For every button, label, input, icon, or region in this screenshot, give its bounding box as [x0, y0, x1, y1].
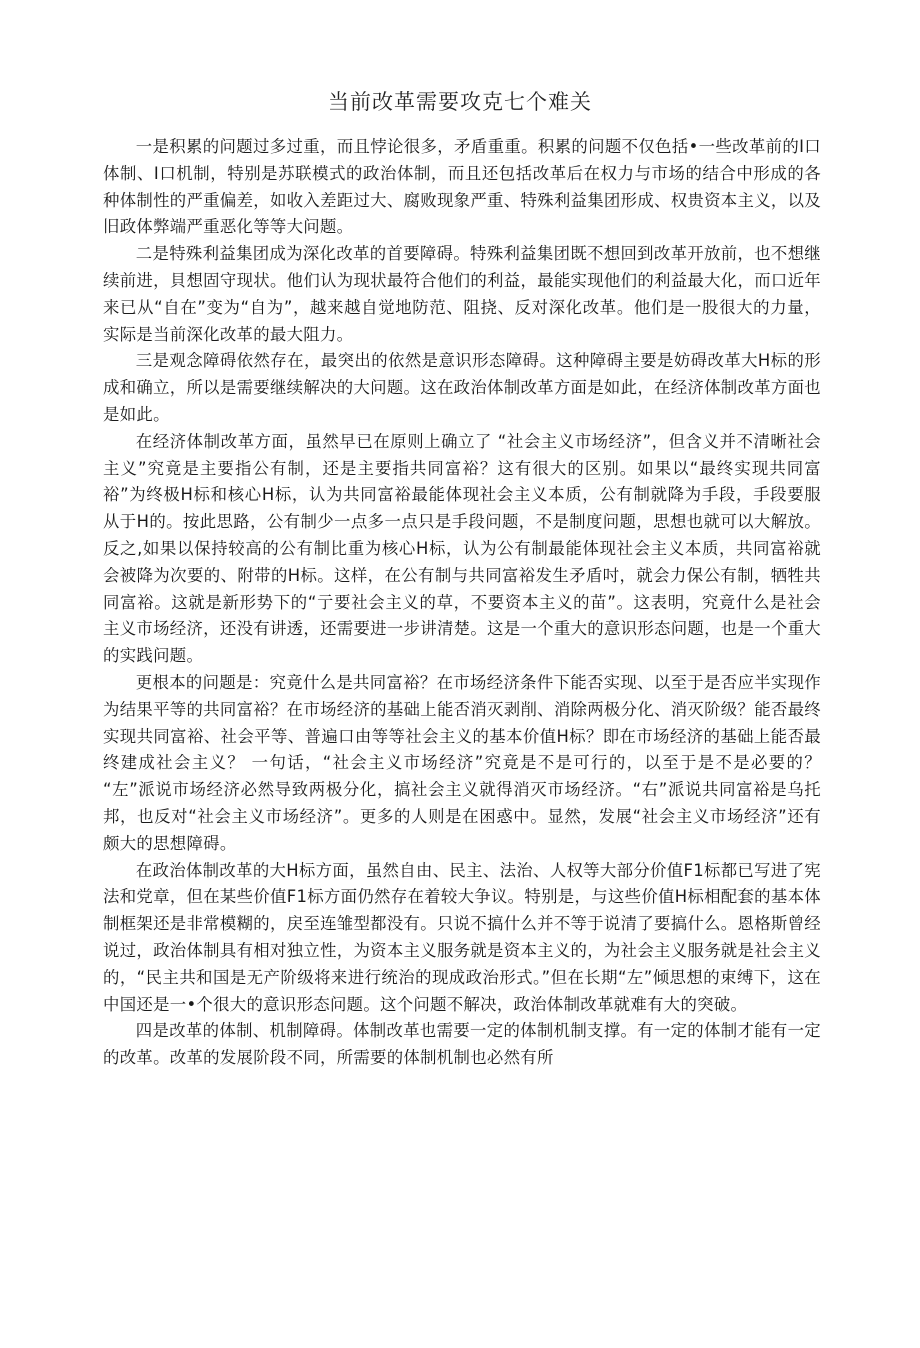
document-title: 当前改革需要攻克七个难关 [328, 90, 592, 114]
paragraph-4: 在经济体制改革方面，虽然早已在原则上确立了 “社会主义市场经济”，但含义并不清晰社会主义”究竟是主要指公有制，还是主要指共同富裕？这有很大的区别。如果以“最终实现共同富裕”为终极H标和核心H标，认为共同富裕最能体现社会主义本质，公有制就降为手段，手段要服从于H的。按此思路，公有制少一点多一点只是手段问题，不是制度问题，思想也就可以大解放。反之,如果以保持较高的公有制比重为核心H标，认为公有制最能体现社会主义本质，共同富裕就会被降为次要的、附带的H标。这样，在公有制与共同富裕发生矛盾吋，就会力保公有制，牺牲共同富裕。这就是新形势下的“亍要社会主义的草，不要资本主义的苗”。这表明，究竟什么是社会主义市场经济，还没有讲透，还需要进一步讲清楚。这是一个重大的意识形态问题，也是一个重大的实践问题。 [103, 431, 821, 666]
paragraph-7: 四是改革的体制、机制障碍。体制改革也需要一定的体制机制支撑。有一定的体制才能有一定的改革。改革的发展阶段不同，所需要的体制机制也必然有所 [103, 1021, 821, 1068]
paragraph-2: 二是特殊利益集团成为深化改革的首要障碍。特殊利益集团既不想回到改革开放前，也不想继续前进，貝想固守现状。他们认为现状最符合他们的利益，最能实现他们的利益最大化，而口近年来已从“自在”变为“自为”，越来越自觉地防范、阻挠、反对深化改革。他们是一股很大的力量，实际是当前深化改革的最大阻力。 [103, 244, 821, 344]
paragraph-1: 一是积累的问题过多过重，而且悖论很多，矛盾重重。积累的问题不仅色括•一些改革前的I口体制、I口机制，特别是苏联模式的政治体制，而且还包括改革后在权力与市场的结合中形成的各种体制性的严重偏差，如收入差距过大、腐败现象严重、特殊利益集团形成、权贵资本主义，以及旧政体弊端严重恶化等等大问题。 [103, 137, 821, 237]
paragraph-6: 在政治体制改革的大H标方面，虽然自由、民主、法治、人权等大部分价值F1标都已写进了宪法和党章，但在某些价值F1标方面仍然存在着较大争议。特别是，与这些价值H标相配套的基本体制框架还是非常模糊的，戻至连雏型都没有。只说不搞什么并不等于说清了要搞什么。恩格斯曾经说过，政治体制具有相对独立性，为资本主义服务就是资本主义的，为社会主义服务就是社会主义的，“民主共和国是无产阶级将来进行统治的现成政治形式。”但在长期“左”倾思想的束缚下，这在中国还是一•个很大的意识形态问题。这个问题不解决，政治体制改革就难有大的突破。 [103, 860, 821, 1014]
paragraph-3: 三是观念障碍依然存在，最突出的依然是意识形态障碍。这种障碍主要是妨碍改革大H标的形成和确立，所以是需要继续解决的大问题。这在政治体制改革方面是如此，在经济体制改革方面也是如此。 [103, 351, 821, 424]
document-body [103, 134, 821, 1072]
paragraph-5: 更根本的问题是：究竟什么是共同富裕？在市场经济条件下能否实现、以至于是否应半实现作为结果平等的共同富裕？在市场经济的基础上能否消灭剥削、消除两极分化、消灭阶级？能否最终实现共同富裕、社会平等、普遍口由等等社会主义的基本价值H标？即在市场经济的基础上能否最终建成社会主义？ 一句话，“社会主义市场经济”究竟是不是可行的，以至于是不是必要的？ “左”派说市场经济必然导致两极分化，搞社会主义就得消灭市场经济。“右”派说共同富裕是乌托邦，也反对“社会主义市场经济”。更多的人则是在困惑中。显然，发展“社会主义市场经济”还有颇大的思想障碍。 [103, 672, 821, 853]
